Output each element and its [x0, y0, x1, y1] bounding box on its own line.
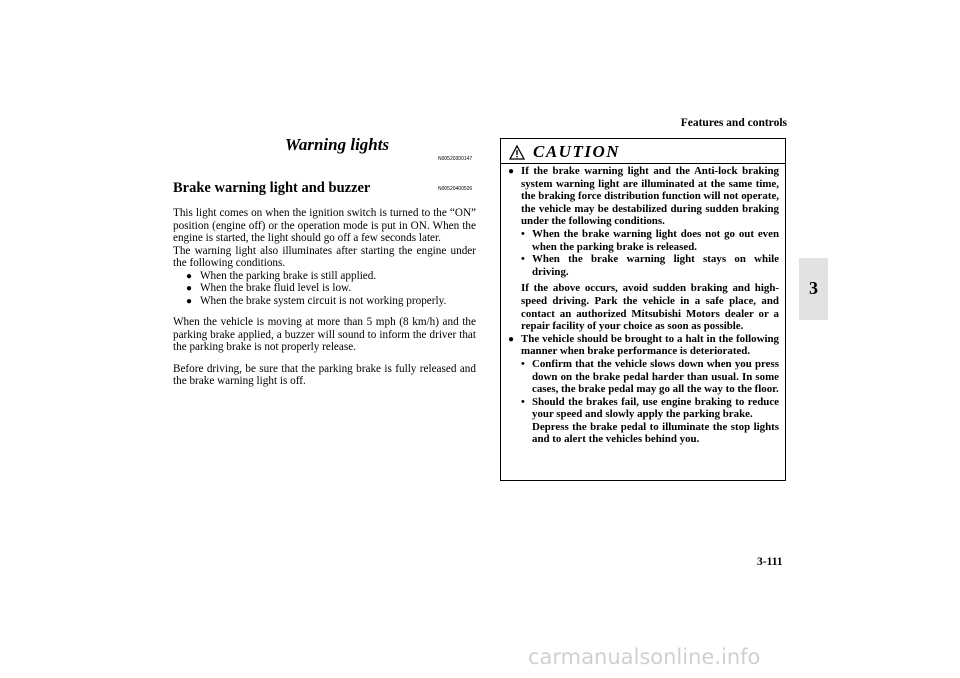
chapter-number: 3: [809, 278, 818, 298]
caution-item: ● If the brake warning light and the Anti-lock braking system warning light are illuminated at the same time, the braking force distribution function will not operate, the vehicle may be destabilized during sudden braking under the following conditions. • When the brake warning light does not go out even when the parking brake is released. • When the brake warning light stays on while driving. If the above occurs, avoid sudden braking and high-speed driving. Park the vehicle in a safe place, and contact an authorized Mitsubishi Motors dealer or a repair facility of your choice as soon as possible.: [508, 165, 779, 333]
caution-content: [508, 165, 779, 446]
body-text: [173, 207, 476, 388]
condition-list: [173, 270, 476, 308]
caution-paragraph: If the above occurs, avoid sudden braking and high-speed driving. Park the vehicle in a safe place, and contact an authorized Mitsubishi Motors dealer or a repair facility of your choice as soon as possible.: [521, 282, 779, 333]
caution-subitem: • Should the brakes fail, use engine braking to reduce your speed and slowly apply the parking brake.: [521, 395, 779, 421]
caution-subitem: • When the brake warning light does not go out even when the parking brake is released.: [521, 227, 779, 253]
body-paragraph: When the vehicle is moving at more than 5 mph (8 km/h) and the parking brake applied, a buzzer will sound to inform the driver that the parking brake is not properly release.: [173, 316, 476, 353]
body-paragraph: This light comes on when the ignition switch is turned to the “ON” position (engine off) or the operation mode is put in ON. When the engine is started, the light should go off a few seconds later.: [173, 207, 476, 244]
caution-divider: [501, 163, 785, 164]
caution-box: [500, 138, 786, 481]
body-paragraph: Before driving, be sure that the parking brake is fully released and the brake warning light is off.: [173, 362, 476, 387]
bullet-icon: ●: [508, 333, 515, 345]
caution-title: CAUTION: [533, 142, 621, 161]
caution-item: ● The vehicle should be brought to a halt in the following manner when brake performance is deteriorated. • Confirm that the vehicle slows down when you press down on the brake pedal harder than usual. In some cases, the brake pedal may go all the way to the floor. • Should the brakes fail, use engine braking to reduce your speed and slowly apply the parking brake. Depress the brake pedal to illuminate the stop lights and to alert the vehicles behind you.: [508, 332, 779, 446]
bullet-icon: ●: [186, 283, 193, 294]
running-header: Features and controls: [680, 117, 787, 129]
body-paragraph: The warning light also illuminates after starting the engine under the following conditions.: [173, 244, 476, 269]
chapter-tab: [799, 258, 828, 320]
watermark-text: carmanualsonline.info: [528, 645, 761, 669]
caution-subitem: • When the brake warning light stays on while driving.: [521, 253, 779, 278]
section-code: N00520300147: [438, 156, 473, 162]
page-number: 3-111: [757, 556, 783, 568]
list-item: ● When the brake fluid level is low.: [186, 282, 352, 294]
list-item: ● When the brake system circuit is not working properly.: [186, 294, 447, 307]
bullet-icon: ●: [186, 270, 193, 282]
subsection-title: Brake warning light and buzzer: [173, 180, 371, 196]
section-title: Warning lights: [285, 135, 390, 154]
caution-subitem: • Confirm that the vehicle slows down when you press down on the brake pedal harder than usual. In some cases, the brake pedal may go all the way to the floor.: [521, 357, 779, 396]
bullet-icon: ●: [508, 166, 515, 177]
caution-subitem-continuation: Depress the brake pedal to illuminate the stop lights and to alert the vehicles behind you.: [532, 420, 779, 446]
subsection-code: N00520400526: [438, 186, 473, 192]
list-item: ● When the parking brake is still applied.: [186, 269, 377, 282]
warning-triangle-icon: [509, 145, 525, 160]
bullet-icon: ●: [186, 295, 193, 307]
